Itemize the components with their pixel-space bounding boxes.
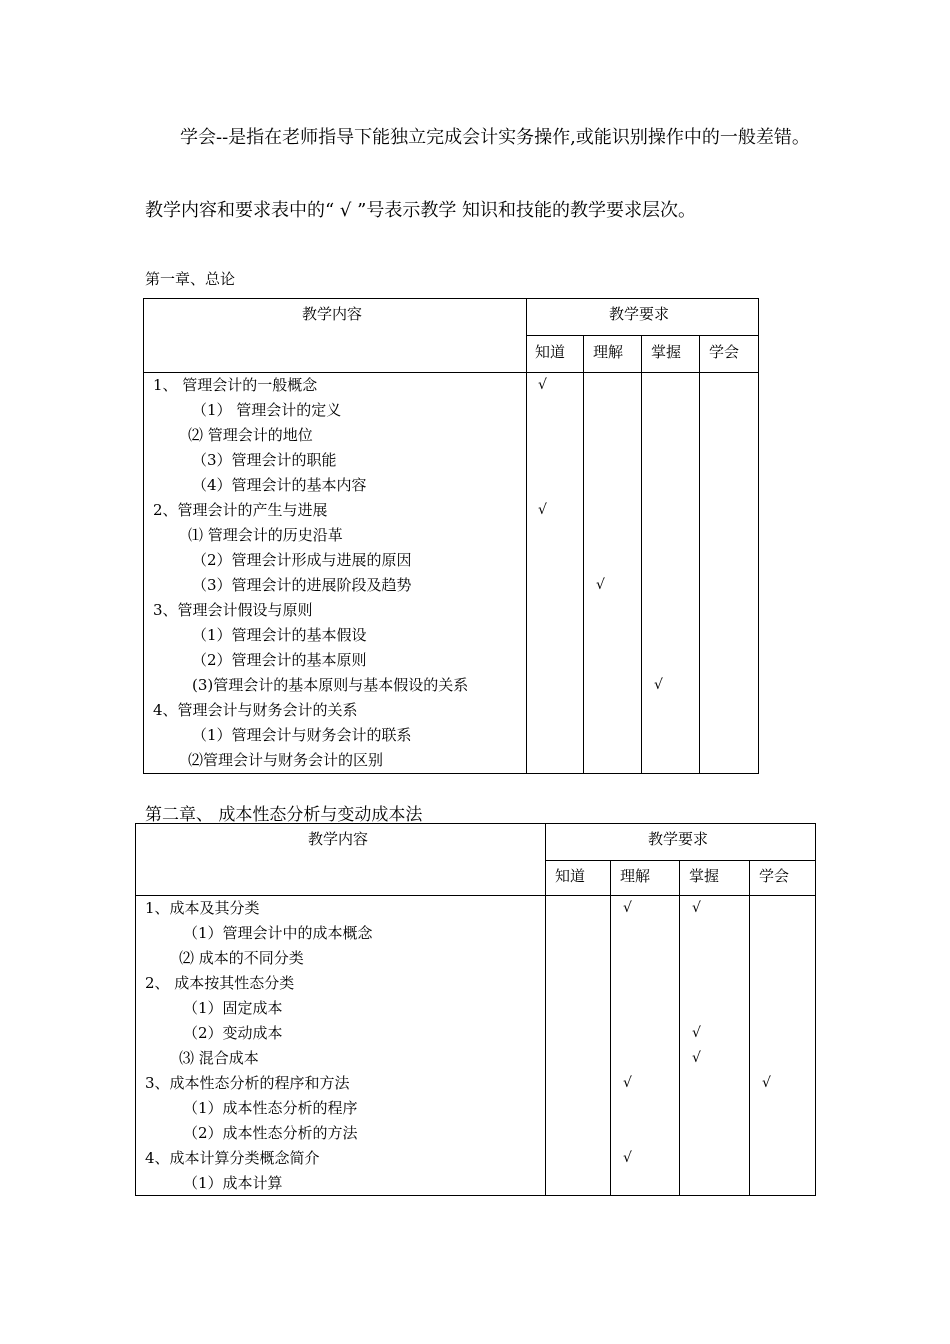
chapter2-row: ⑶ 混合成本: [179, 1049, 259, 1067]
intro-paragraph-1: 学会--是指在老师指导下能独立完成会计实务操作,或能识别操作中的一般差错。: [180, 127, 810, 148]
chapter2-row: （2）变动成本: [183, 1024, 283, 1042]
chapter2-row: （2）成本性态分析的方法: [183, 1124, 358, 1142]
chapter1-row: （2）管理会计形成与进展的原因: [192, 551, 412, 569]
chapter1-row: 2、管理会计的产生与进展: [153, 501, 328, 519]
chapter2-row: （1）固定成本: [183, 999, 283, 1017]
chapter1-row: （3）管理会计的职能: [192, 451, 337, 469]
chapter1-check-mark: √: [596, 577, 605, 593]
chapter2-row: （1）成本计算: [183, 1174, 283, 1192]
chapter1-row: ⑵管理会计与财务会计的区别: [188, 751, 384, 769]
chapter1-check-mark: √: [538, 377, 547, 393]
chapter1-row: （1）管理会计与财务会计的联系: [192, 726, 412, 744]
chapter2-title: 第二章、 成本性态分析与变动成本法: [145, 805, 423, 825]
chapter2-level-learn: 学会: [759, 867, 790, 885]
chapter1-check-mark: √: [654, 677, 663, 693]
chapter1-row: （1） 管理会计的定义: [192, 401, 342, 419]
chapter1-row: (3)管理会计的基本原则与基本假设的关系: [192, 676, 469, 694]
chapter1-row: （2）管理会计的基本原则: [192, 651, 367, 669]
chapter1-row: 1、 管理会计的一般概念: [153, 376, 318, 394]
chapter1-row: 3、管理会计假设与原则: [153, 601, 313, 619]
chapter1-check-mark: √: [538, 502, 547, 518]
chapter2-check-mark: √: [623, 1075, 632, 1091]
chapter1-row: ⑴ 管理会计的历史沿革: [188, 526, 343, 544]
chapter2-level-know: 知道: [555, 867, 586, 885]
chapter2-row: 4、成本计算分类概念简介: [145, 1149, 320, 1167]
chapter2-row: （1）管理会计中的成本概念: [183, 924, 373, 942]
chapter1-row: （3）管理会计的进展阶段及趋势: [192, 576, 412, 594]
chapter1-header-requirement: 教学要求: [609, 305, 670, 323]
chapter2-row: 1、成本及其分类: [145, 899, 260, 917]
chapter2-check-mark: √: [692, 900, 701, 916]
chapter2-check-mark: √: [762, 1075, 771, 1091]
chapter1-row: ⑵ 管理会计的地位: [188, 426, 313, 444]
chapter2-check-mark: √: [692, 1050, 701, 1066]
chapter2-row: 3、成本性态分析的程序和方法: [145, 1074, 350, 1092]
chapter1-level-master: 掌握: [651, 343, 682, 361]
chapter1-header-content: 教学内容: [302, 305, 363, 323]
chapter2-check-mark: √: [623, 1150, 632, 1166]
chapter1-row: （1）管理会计的基本假设: [192, 626, 367, 644]
chapter1-row: 4、管理会计与财务会计的关系: [153, 701, 358, 719]
chapter2-level-understand: 理解: [620, 867, 651, 885]
chapter2-row: ⑵ 成本的不同分类: [179, 949, 304, 967]
intro-paragraph-2: 教学内容和要求表中的“ √ ”号表示教学 知识和技能的教学要求层次。: [145, 200, 697, 221]
chapter2-level-master: 掌握: [689, 867, 720, 885]
chapter1-level-understand: 理解: [593, 343, 624, 361]
chapter1-level-learn: 学会: [709, 343, 740, 361]
chapter1-row: （4）管理会计的基本内容: [192, 476, 367, 494]
chapter2-row: 2、 成本按其性态分类: [145, 974, 295, 992]
chapter1-title: 第一章、总论: [145, 270, 236, 288]
chapter1-level-know: 知道: [535, 343, 566, 361]
chapter2-header-requirement: 教学要求: [648, 830, 709, 848]
chapter2-table: [135, 823, 816, 1196]
chapter2-row: （1）成本性态分析的程序: [183, 1099, 358, 1117]
chapter1-table: [143, 298, 759, 774]
chapter2-check-mark: √: [692, 1025, 701, 1041]
chapter2-header-content: 教学内容: [308, 830, 369, 848]
chapter2-check-mark: √: [623, 900, 632, 916]
